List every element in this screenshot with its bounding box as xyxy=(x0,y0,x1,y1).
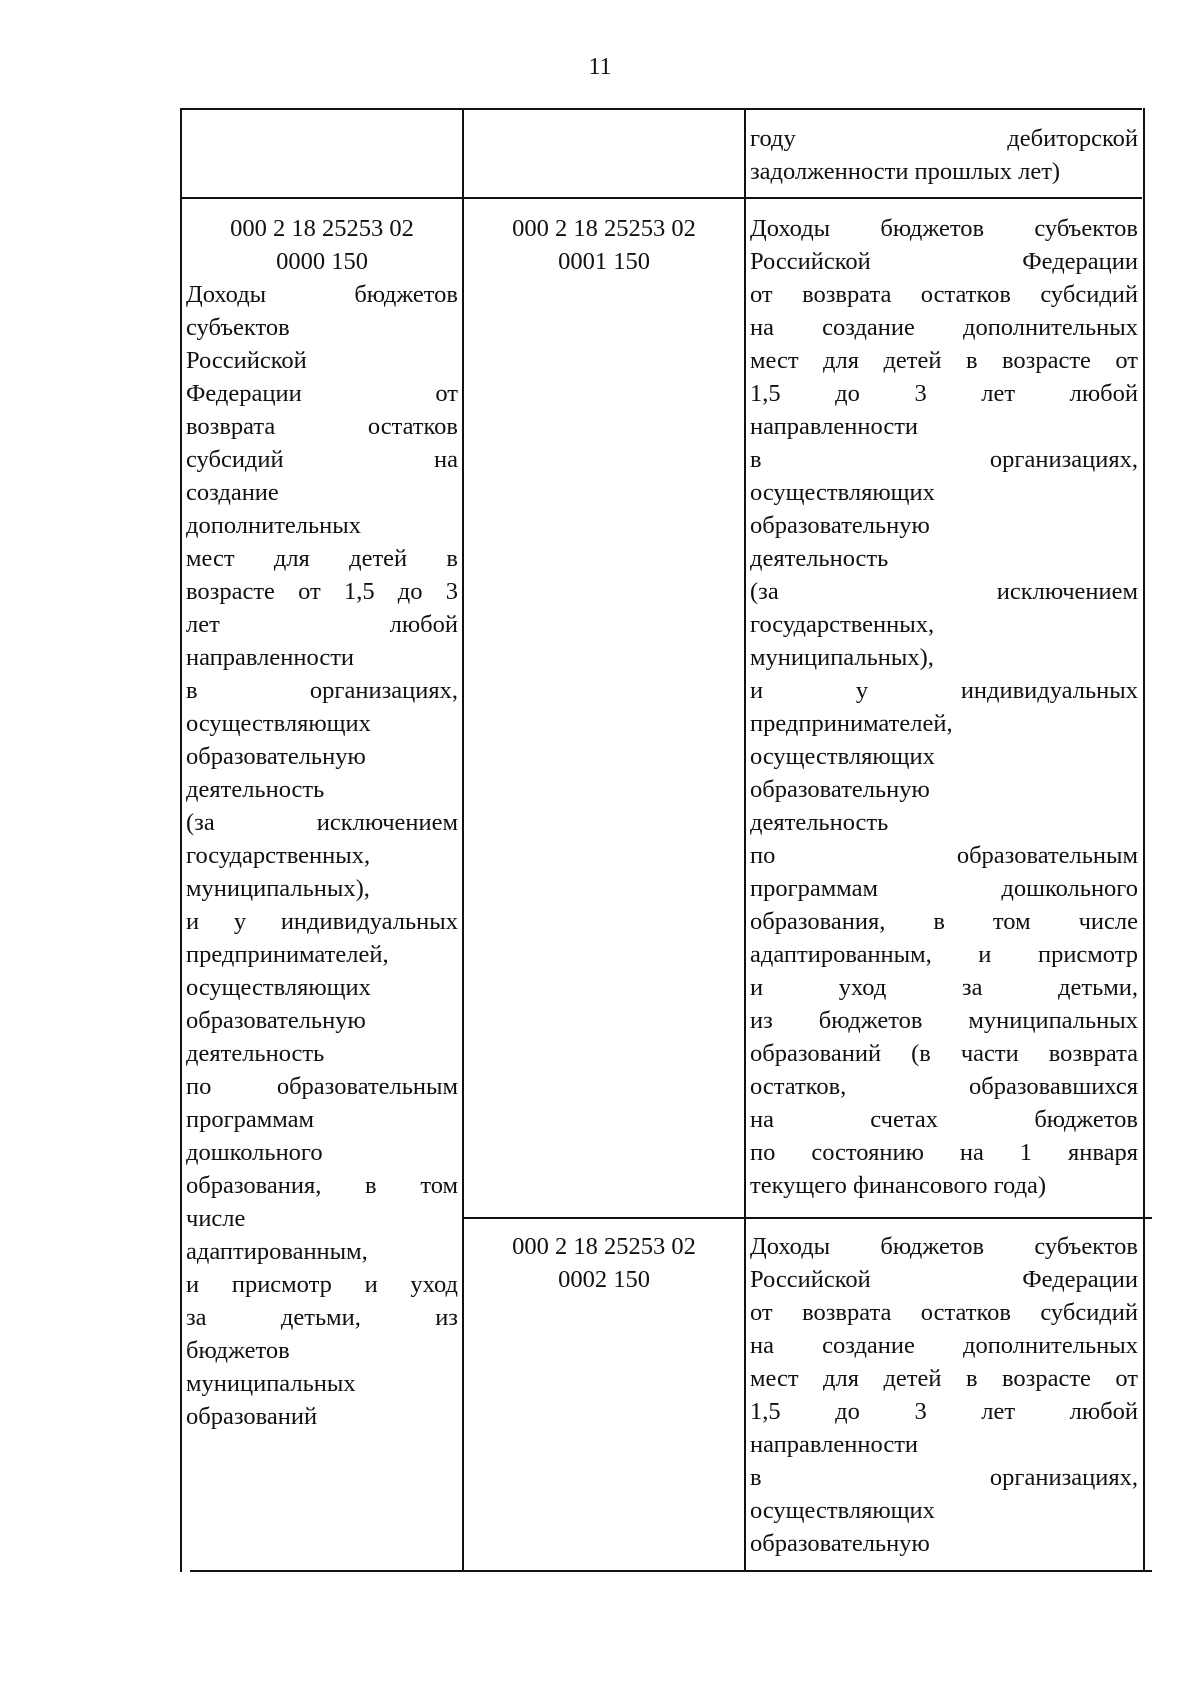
code-line: 0002 150 xyxy=(558,1266,650,1293)
description-line: образований (в части возврата xyxy=(750,1040,1138,1067)
description-line: образовательную xyxy=(750,1530,930,1557)
description-line: мест для детей в возрасте от xyxy=(750,347,1138,374)
description-line: возврата остатков xyxy=(186,413,458,440)
description-line: направленности xyxy=(186,644,355,671)
description-line: субъектов xyxy=(186,314,290,341)
code-cell-sub1 xyxy=(468,212,740,278)
description-sub2 xyxy=(750,1230,1138,1560)
description-line: от возврата остатков субсидий xyxy=(750,281,1138,308)
description-line: образовательную xyxy=(750,512,930,539)
description-line: государственных, xyxy=(186,842,371,869)
table-top-border xyxy=(180,108,1142,110)
continued-text-line: задолженности прошлых лет) xyxy=(750,158,1061,185)
description-line: от возврата остатков субсидий xyxy=(750,1299,1138,1326)
description-line: дошкольного xyxy=(186,1139,323,1166)
description-line: Доходы бюджетов субъектов xyxy=(750,1233,1138,1260)
description-line: Российской Федерации xyxy=(750,248,1138,275)
description-line: по образовательным xyxy=(750,842,1138,869)
description-line: образования, в том xyxy=(186,1172,458,1199)
description-line: Российской xyxy=(186,347,307,374)
description-line: предпринимателей, xyxy=(750,710,953,737)
description-line: Доходы бюджетов субъектов xyxy=(750,215,1138,242)
description-line: лет любой xyxy=(186,611,458,638)
description-line: Российской Федерации xyxy=(750,1266,1138,1293)
description-line: бюджетов xyxy=(186,1337,290,1364)
row-divider xyxy=(180,197,1142,199)
column-border-left xyxy=(180,108,182,1572)
description-line: осуществляющих xyxy=(186,710,371,737)
description-line: в организациях, xyxy=(750,446,1138,473)
column-border-1 xyxy=(462,108,464,1572)
description-line: (за исключением xyxy=(186,809,458,836)
description-line: деятельность xyxy=(750,545,889,572)
column-border-2 xyxy=(744,108,746,1572)
description-line: образовательную xyxy=(186,1007,366,1034)
code-line: 0001 150 xyxy=(558,248,650,275)
description-line: адаптированным, и присмотр xyxy=(750,941,1138,968)
code-line: 000 2 18 25253 02 xyxy=(512,215,696,242)
description-line: и у индивидуальных xyxy=(186,908,458,935)
code-line: 000 2 18 25253 02 xyxy=(512,1233,696,1260)
description-line: из бюджетов муниципальных xyxy=(750,1007,1138,1034)
description-line: муниципальных xyxy=(186,1370,356,1397)
description-line: деятельность xyxy=(186,1040,325,1067)
description-line: мест для детей в возрасте от xyxy=(750,1365,1138,1392)
description-line: остатков, образовавшихся xyxy=(750,1073,1138,1100)
description-line: числе xyxy=(186,1205,246,1232)
description-line: создание xyxy=(186,479,279,506)
description-line: образований xyxy=(186,1403,318,1430)
description-col1 xyxy=(186,278,458,1433)
description-line: за детьми, из xyxy=(186,1304,458,1331)
description-line: образовательную xyxy=(750,776,930,803)
description-line: программам дошкольного xyxy=(750,875,1138,902)
description-line: на создание дополнительных xyxy=(750,1332,1138,1359)
continued-text-line: году дебиторской xyxy=(750,125,1138,152)
description-line: 1,5 до 3 лет любой xyxy=(750,1398,1138,1425)
description-line: образования, в том числе xyxy=(750,908,1138,935)
description-line: предпринимателей, xyxy=(186,941,389,968)
description-line: осуществляющих xyxy=(750,1497,935,1524)
description-line: направленности xyxy=(750,1431,919,1458)
page-number: 11 xyxy=(588,54,612,80)
subrow-divider xyxy=(462,1217,1152,1219)
table-bottom-edge xyxy=(190,1570,1152,1572)
description-line: в организациях, xyxy=(186,677,458,704)
description-line: муниципальных), xyxy=(750,644,934,671)
description-line: в организациях, xyxy=(750,1464,1138,1491)
description-line: Федерации от xyxy=(186,380,458,407)
description-line: текущего финансового года) xyxy=(750,1172,1047,1199)
code-line: 000 2 18 25253 02 xyxy=(230,215,414,242)
code-cell-col1 xyxy=(186,212,458,1433)
description-line: адаптированным, xyxy=(186,1238,368,1265)
column-border-right xyxy=(1143,108,1145,1572)
description-line: на создание дополнительных xyxy=(750,314,1138,341)
description-line: образовательную xyxy=(186,743,366,770)
code-line: 0000 150 xyxy=(276,248,368,275)
description-line: муниципальных), xyxy=(186,875,370,902)
description-line: и у индивидуальных xyxy=(750,677,1138,704)
description-line: и уход за детьми, xyxy=(750,974,1138,1001)
description-line: 1,5 до 3 лет любой xyxy=(750,380,1138,407)
description-sub1 xyxy=(750,212,1138,1202)
description-line: деятельность xyxy=(186,776,325,803)
code-cell-sub2 xyxy=(468,1230,740,1296)
description-line: осуществляющих xyxy=(750,743,935,770)
description-line: и присмотр и уход xyxy=(186,1271,458,1298)
description-line: государственных, xyxy=(750,611,935,638)
description-line: мест для детей в xyxy=(186,545,458,572)
description-line: осуществляющих xyxy=(186,974,371,1001)
description-line: Доходы бюджетов xyxy=(186,281,458,308)
description-line: направленности xyxy=(750,413,919,440)
continued-description-cell xyxy=(750,122,1138,188)
description-line: программам xyxy=(186,1106,315,1133)
description-line: деятельность xyxy=(750,809,889,836)
description-line: осуществляющих xyxy=(750,479,935,506)
description-line: по образовательным xyxy=(186,1073,458,1100)
description-line: (за исключением xyxy=(750,578,1138,605)
description-line: субсидий на xyxy=(186,446,458,473)
description-line: возрасте от 1,5 до 3 xyxy=(186,578,458,605)
description-line: на счетах бюджетов xyxy=(750,1106,1138,1133)
description-line: по состоянию на 1 января xyxy=(750,1139,1138,1166)
description-line: дополнительных xyxy=(186,512,362,539)
